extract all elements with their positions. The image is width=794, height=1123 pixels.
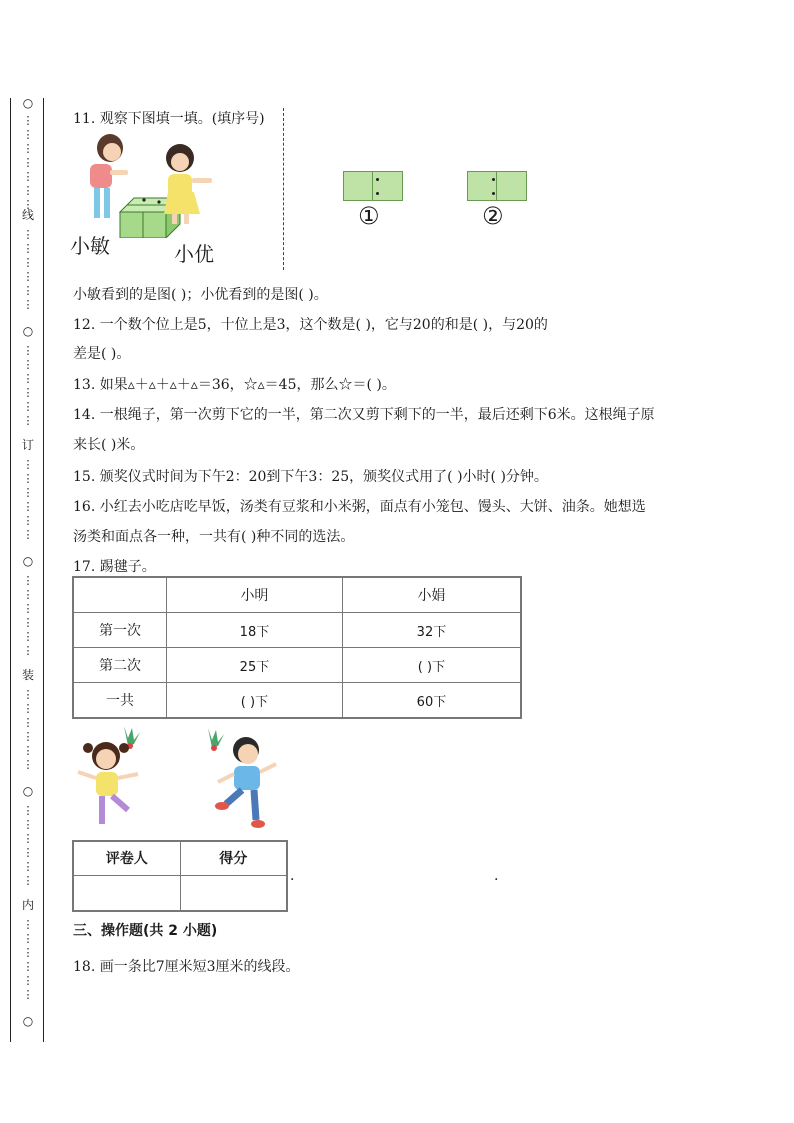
score-header: 得分 [180, 841, 287, 875]
binding-mark-xian: 线 [21, 208, 34, 222]
shuttlecock-table [72, 576, 522, 719]
binding-mark-ding: 订 [21, 438, 34, 452]
binding-circle: ○ [22, 784, 34, 798]
table-cell: 25下 [167, 648, 343, 683]
view-option-2-shape [467, 171, 527, 201]
binding-dots: ⋮ ⋮ ⋮ ⋮ ⋮ ⋮ [22, 688, 34, 771]
q16-line2: 汤类和面点各一种，一共有( )种不同的选法。 [73, 529, 355, 545]
binding-circle: ○ [22, 96, 34, 110]
score-table [72, 840, 288, 912]
q16-line1: 16. 小红去小吃店吃早饭，汤类有豆浆和小米粥，面点有小笼包、馒头、大饼、油条。她想选 [73, 499, 646, 515]
q18-text: 18. 画一条比7厘米短3厘米的线段。 [73, 959, 300, 975]
table-header-cell: 小娟 [342, 577, 521, 613]
kids-shuttlecock-illustration [72, 724, 292, 832]
name-xiaoyou: 小优 [174, 242, 214, 266]
view-dot [492, 178, 495, 181]
boy-kicking-figure [215, 737, 276, 828]
binding-dots: ⋮ ⋮ ⋮ ⋮ ⋮ ⋮ [22, 918, 34, 1001]
q13-text: 13. 如果▵＋▵＋▵＋▵＝36，☆▵＝45，那么☆＝( )。 [73, 377, 396, 393]
name-xiaomin: 小敏 [70, 234, 110, 258]
section-3-title: 三、操作题(共 2 小题) [73, 923, 218, 939]
q11-answer-line: 小敏看到的是图( )；小优看到的是图( )。 [73, 287, 328, 303]
table-header-row [73, 577, 521, 613]
margin-line-outer [10, 98, 11, 1042]
girl-kicking-figure [78, 742, 138, 824]
binding-dots: ⋮ ⋮ ⋮ ⋮ ⋮ ⋮ [22, 574, 34, 657]
binding-mark-zhuang: 装 [21, 668, 34, 682]
table-row [73, 613, 521, 648]
shuttlecock-icon-2 [208, 728, 224, 751]
option-2-label: ② [482, 202, 504, 230]
binding-circle: ○ [22, 554, 34, 568]
view-divider [372, 172, 373, 200]
margin-line-inner [43, 98, 44, 1042]
q14-line2: 来长( )米。 [73, 437, 145, 453]
figure-divider [283, 108, 284, 270]
stray-dot: . [494, 868, 499, 884]
q11-illustration [74, 130, 234, 238]
binding-dots: ⋮ ⋮ ⋮ ⋮ ⋮ ⋮ [22, 458, 34, 541]
stray-dot: . [290, 868, 295, 884]
table-cell: 60下 [342, 683, 521, 719]
score-header-row [73, 841, 287, 875]
table-cell: 32下 [342, 613, 521, 648]
table-row-label: 一共 [73, 683, 167, 719]
score-cell[interactable] [180, 875, 287, 911]
girl-a-figure [90, 134, 128, 218]
binding-mark-nei: 内 [21, 898, 34, 912]
q15-text: 15. 颁奖仪式时间为下午2：20到下午3：25，颁奖仪式用了( )小时( )分钟。 [73, 469, 548, 485]
view-dot [376, 178, 379, 181]
q17-stem: 17. 踢毽子。 [73, 559, 156, 575]
table-row-label: 第一次 [73, 613, 167, 648]
view-dot [376, 192, 379, 195]
table-header-cell [73, 577, 167, 613]
option-1-label: ① [358, 202, 380, 230]
view-divider [496, 172, 497, 200]
binding-dots: ⋮ ⋮ ⋮ ⋮ ⋮ ⋮ [22, 228, 34, 311]
binding-circle: ○ [22, 1014, 34, 1028]
table-row [73, 683, 521, 719]
q11-stem: 11. 观察下图填一填。(填序号) [73, 111, 265, 127]
table-row-label: 第二次 [73, 648, 167, 683]
table-cell-blank: ( )下 [167, 683, 343, 719]
score-entry-row [73, 875, 287, 911]
binding-dots: ⋮ ⋮ ⋮ ⋮ ⋮ ⋮ [22, 344, 34, 427]
table-cell: 18下 [167, 613, 343, 648]
view-option-1-shape [343, 171, 403, 201]
binding-circle: ○ [22, 324, 34, 338]
binding-dots: ⋮ ⋮ ⋮ ⋮ ⋮ ⋮ [22, 804, 34, 887]
grader-cell[interactable] [73, 875, 180, 911]
binding-dots: ⋮ ⋮ ⋮ ⋮ ⋮ ⋮ ⋮ [22, 114, 34, 211]
girl-b-figure [164, 144, 212, 224]
grader-header: 评卷人 [73, 841, 180, 875]
q14-line1: 14. 一根绳子，第一次剪下它的一半，第二次又剪下剩下的一半，最后还剩下6米。这根绳子原 [73, 407, 655, 423]
table-row [73, 648, 521, 683]
table-header-cell: 小明 [167, 577, 343, 613]
view-dot [492, 192, 495, 195]
q12-line2: 差是( )。 [73, 346, 131, 362]
q12-line1: 12. 一个数个位上是5，十位上是3，这个数是( )，它与20的和是( )，与20的 [73, 317, 548, 333]
table-cell-blank: ( )下 [342, 648, 521, 683]
